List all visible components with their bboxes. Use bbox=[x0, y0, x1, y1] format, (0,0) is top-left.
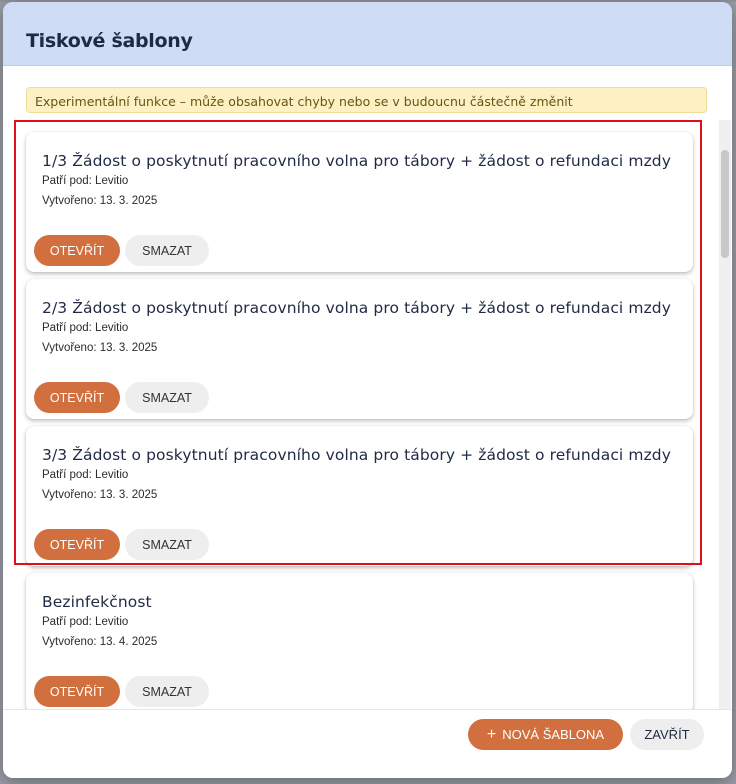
template-created: Vytvořeno: 13. 3. 2025 bbox=[42, 195, 158, 207]
scrollbar-thumb[interactable] bbox=[721, 150, 729, 258]
plus-icon: + bbox=[486, 725, 497, 743]
notice-text: Experimentální funkce – může obsahovat chyby nebo se v budoucnu částečně změnit bbox=[35, 94, 573, 109]
template-owner: Patří pod: Levitio bbox=[42, 616, 129, 628]
delete-template-button[interactable]: SMAZAT bbox=[125, 382, 209, 413]
template-card bbox=[26, 573, 693, 709]
template-title: 3/3 Žádost o poskytnutí pracovního volna pro tábory + žádost o refundaci mzdy bbox=[42, 446, 672, 464]
open-template-button[interactable]: OTEVŘÍT bbox=[34, 529, 120, 560]
open-template-button[interactable]: OTEVŘÍT bbox=[34, 235, 120, 266]
open-template-button[interactable]: OTEVŘÍT bbox=[34, 382, 120, 413]
template-created: Vytvořeno: 13. 3. 2025 bbox=[42, 342, 158, 354]
template-card bbox=[26, 279, 693, 419]
template-title: 2/3 Žádost o poskytnutí pracovního volna pro tábory + žádost o refundaci mzdy bbox=[42, 299, 672, 317]
template-owner: Patří pod: Levitio bbox=[42, 322, 129, 334]
new-template-label: NOVÁ ŠABLONA bbox=[502, 727, 605, 742]
template-created: Vytvořeno: 13. 4. 2025 bbox=[42, 636, 158, 648]
print-templates-dialog bbox=[3, 2, 732, 778]
new-template-button[interactable] bbox=[468, 719, 623, 750]
delete-template-button[interactable]: SMAZAT bbox=[125, 676, 209, 707]
experimental-notice bbox=[26, 87, 707, 113]
template-title: Bezinfekčnost bbox=[42, 593, 152, 611]
delete-template-button[interactable]: SMAZAT bbox=[125, 529, 209, 560]
footer-divider bbox=[3, 709, 732, 710]
template-owner: Patří pod: Levitio bbox=[42, 175, 129, 187]
template-card bbox=[26, 426, 693, 566]
template-created: Vytvořeno: 13. 3. 2025 bbox=[42, 489, 158, 501]
template-card bbox=[26, 132, 693, 272]
delete-template-button[interactable]: SMAZAT bbox=[125, 235, 209, 266]
template-owner: Patří pod: Levitio bbox=[42, 469, 129, 481]
open-template-button[interactable]: OTEVŘÍT bbox=[34, 676, 120, 707]
dialog-title: Tiskové šablony bbox=[26, 30, 193, 52]
template-title: 1/3 Žádost o poskytnutí pracovního volna pro tábory + žádost o refundaci mzdy bbox=[42, 152, 672, 170]
close-dialog-button[interactable]: ZAVŘÍT bbox=[630, 719, 704, 750]
dialog-header bbox=[3, 2, 732, 66]
templates-list[interactable] bbox=[3, 120, 732, 709]
